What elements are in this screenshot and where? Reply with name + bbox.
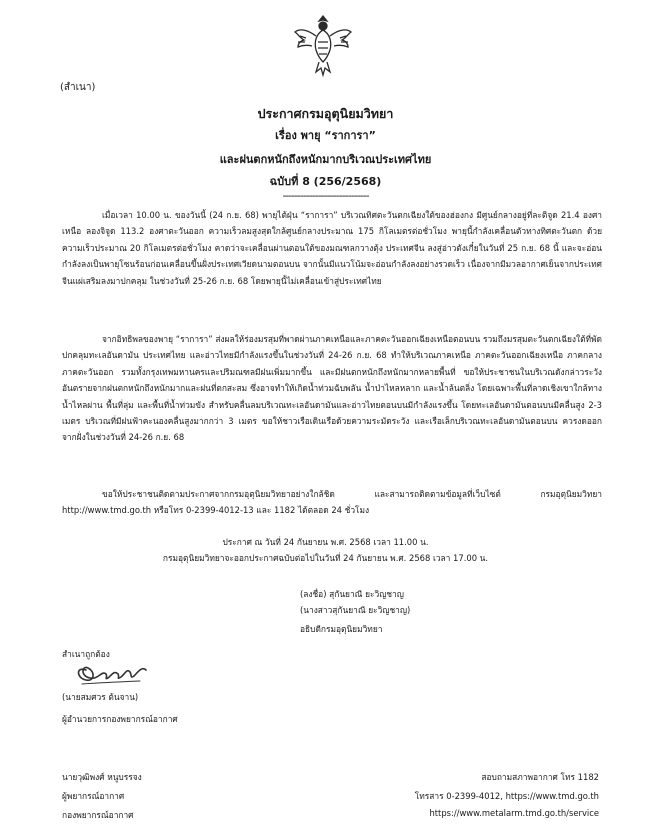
- contact-service-link: https://www.metalarm.tmd.go.th/service: [429, 808, 599, 818]
- paragraph-advice: ขอให้ประชาชนติดตามประกาศจากกรมอุตุนิยมวิทยาอย่างใกล้ชิด และสามารถติดตามข้อมูลที่เว็บไซต์ กรมอุตุนิยมวิทยา http://www.tmd.go.th หรือโทร 0-2399-4012-13 และ 1182 ได้ตลอด 24 ชั่วโมง: [62, 489, 602, 516]
- contact-fax-website: โทรสาร 0-2399-4012, https://www.tmd.go.th: [414, 791, 599, 801]
- contact-hotline: สอบถามสภาพอากาศ โทร 1182: [481, 772, 599, 782]
- garuda-emblem-icon: [292, 12, 354, 78]
- copy-mark: (สำเนา): [60, 82, 96, 93]
- certifier-name: (นายสมศวร ต้นจาน): [62, 692, 139, 702]
- divider: -----------------------------: [282, 189, 369, 202]
- signed-by: (ลงชื่อ) สุกันยาณี ยะวิญชาญ: [300, 589, 404, 599]
- certifier-position: ผู้อำนวยการกองพยากรณ์อากาศ: [62, 714, 178, 724]
- handwritten-signature: [72, 656, 154, 690]
- forecaster-division: กองพยากรณ์อากาศ: [62, 810, 134, 820]
- signatory-title: อธิบดีกรมอุตุนิยมวิทยา: [300, 624, 383, 634]
- announced-datetime: ประกาศ ณ วันที่ 24 กันยายน พ.ศ. 2568 เวลา 11.00 น.: [222, 537, 429, 547]
- forecaster-role: ผู้พยากรณ์อากาศ: [62, 791, 125, 801]
- agency-title: ประกาศกรมอุตุนิยมวิทยา: [257, 106, 394, 121]
- paragraph-impact: จากอิทธิพลของพายุ “ราการา” ส่งผลให้ร่องมรสุมที่พาดผ่านภาคเหนือและภาคตะวันออกเฉียงเหนือตอนบน รวมถึงมรสุมตะวันตกเฉียงใต้ที่พัดปกคลุมทะเลอันดามัน ประเทศไทย และอ่าวไทยมีกำลังแรงขึ้นในช่วงวันที่ 24-26 ก.ย. 68 ทำให้บริเวณภาคเหนือ ภาคตะวันออกเฉียงเหนือ ภาคกลาง ภาคตะวันออก รวมทั้งกรุงเทพมหานครและปริมณฑลมีฝนเพิ่มมากขึ้น และมีฝนตกหนักถึงหนักมากหลายพื้นที่ ขอให้ประชาชนในบริเวณดังกล่าวระวังอันตรายจากฝนตกหนักถึงหนักมากและฝนที่ตกสะสม ซึ่งอาจทำให้เกิดน้ำท่วมฉับพลัน น้ำป่าไหลหลาก และน้ำล้นตลิ่ง โดยเฉพาะพื้นที่ลาดเชิงเขาใกล้ทางน้ำไหลผ่าน พื้นที่ลุ่ม และพื้นที่น้ำท่วมขัง สำหรับคลื่นลมบริเวณทะเลอันดามันและอ่าวไทยตอนบนมีกำลังแรงขึ้น โดยทะเลอันดามันตอนบนมีคลื่นสูง 2-3 เมตร บริเวณที่มีฝนฟ้าคะนองคลื่นสูงมากกว่า 3 เมตร ขอให้ชาวเรือเดินเรือด้วยความระมัดระวัง และเรือเล็กบริเวณทะเลอันดามันตอนบน ควรงดออกจากฝั่งในช่วงวันที่ 24-26 ก.ย. 68: [62, 334, 602, 443]
- subject-line-2: และฝนตกหนักถึงหนักมากบริเวณประเทศไทย: [219, 153, 432, 166]
- issue-number: ฉบับที่ 8 (256/2568): [269, 175, 382, 188]
- signatory-full-name: (นางสาวสุกันยาณี ยะวิญชาญ): [300, 605, 411, 615]
- next-issue-datetime: กรมอุตุนิยมวิทยาจะออกประกาศฉบับต่อไปในวันที่ 24 กันยายน พ.ศ. 2568 เวลา 17.00 น.: [162, 553, 489, 563]
- paragraph-storm-position: เมื่อเวลา 10.00 น. ของวันนี้ (24 ก.ย. 68) พายุไต้ฝุ่น “ราการา” บริเวณทิศตะวันตกเฉียงใต้ของฮ่องกง มีศูนย์กลางอยู่ที่ละติจูด 21.4 องศาเหนือ ลองจิจูด 113.2 องศาตะวันออก ความเร็วลมสูงสุดใกล้ศูนย์กลางประมาณ 175 กิโลเมตรต่อชั่วโมง พายุนี้กำลังเคลื่อนตัวทางทิศตะวันตก ด้วยความเร็วประมาณ 20 กิโลเมตรต่อชั่วโมง คาดว่าจะเคลื่อนผ่านตอนใต้ของมณฑลกวางตุ้ง ประเทศจีน ลงสู่อ่าวตังเกี๋ยในวันที่ 25 ก.ย. 68 นี้ และจะอ่อนกำลังลงเป็นพายุโซนร้อนก่อนเคลื่อนขึ้นฝั่งประเทศเวียดนามตอนบน จากนั้นมีแนวโน้มจะอ่อนกำลังลงอย่างรวดเร็ว เนื่องจากมีมวลอากาศเย็นจากประเทศจีนแผ่เสริมลงมาปกคลุม ในช่วงวันที่ 25-26 ก.ย. 68 โดยพายุนี้ไม่เคลื่อนเข้าสู่ประเทศไทย: [62, 210, 602, 286]
- certified-copy-label: สำเนาถูกต้อง: [62, 649, 110, 659]
- forecaster-name: นายวุฒิพงศ์ หนูบรรจง: [62, 772, 142, 782]
- subject-line: เรื่อง พายุ “ราการา”: [275, 129, 376, 142]
